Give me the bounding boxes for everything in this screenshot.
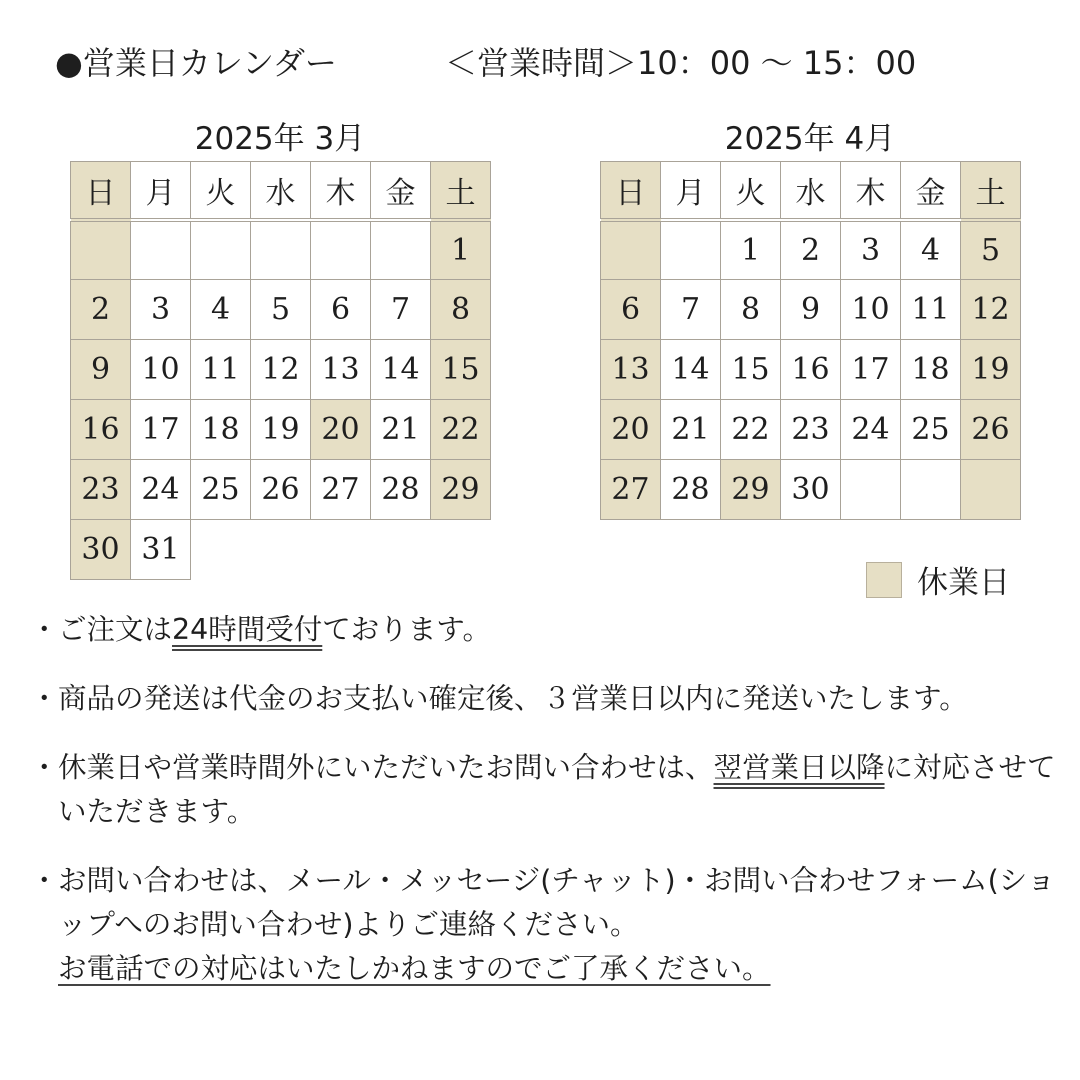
day-cell: 5 xyxy=(961,220,1021,280)
day-cell xyxy=(961,460,1021,520)
day-cell: 21 xyxy=(661,400,721,460)
day-cell xyxy=(311,520,371,580)
day-cell: 21 xyxy=(371,400,431,460)
weekday-header: 水 xyxy=(781,162,841,220)
weekday-header: 金 xyxy=(371,162,431,220)
weekday-header: 水 xyxy=(251,162,311,220)
legend-label: 休業日 xyxy=(917,565,1010,601)
day-cell: 30 xyxy=(781,460,841,520)
note-text: お問い合わせは、メール・メッセージ(チャット)・お問い合わせフォーム(ショップへのお問い合わせ)よりご連絡ください。 xyxy=(58,864,1056,941)
weekday-header: 木 xyxy=(311,162,371,220)
day-cell: 1 xyxy=(431,220,491,280)
day-cell: 31 xyxy=(131,520,191,580)
day-cell xyxy=(431,520,491,580)
weekday-header: 金 xyxy=(901,162,961,220)
day-cell xyxy=(71,220,131,280)
bullet: ・ xyxy=(30,613,59,646)
note-text: に対応させていただきます。 xyxy=(58,751,1056,828)
day-cell: 26 xyxy=(961,400,1021,460)
note-emphasis: 翌営業日以降 xyxy=(713,751,885,784)
weekday-header: 月 xyxy=(131,162,191,220)
note-item xyxy=(30,608,1060,652)
legend xyxy=(866,557,1010,602)
day-cell xyxy=(371,520,431,580)
day-cell xyxy=(191,220,251,280)
day-cell xyxy=(311,220,371,280)
note-emphasis: 24時間受付 xyxy=(172,613,323,646)
day-cell xyxy=(251,220,311,280)
note-text: 商品の発送は代金のお支払い確定後、３営業日以内に発送いたします。 xyxy=(58,682,968,715)
day-cell: 12 xyxy=(251,340,311,400)
day-cell: 20 xyxy=(601,400,661,460)
day-cell: 10 xyxy=(841,280,901,340)
day-cell: 2 xyxy=(781,220,841,280)
calendar-april xyxy=(600,118,1020,520)
day-cell: 11 xyxy=(901,280,961,340)
notes xyxy=(30,608,1060,991)
note-emphasis: お電話での対応はいたしかねますのでご了承ください。 xyxy=(58,952,771,985)
day-cell: 30 xyxy=(71,520,131,580)
day-cell: 28 xyxy=(371,460,431,520)
day-cell: 6 xyxy=(311,280,371,340)
calendar-grid xyxy=(70,161,491,580)
day-cell xyxy=(191,520,251,580)
day-cell xyxy=(901,460,961,520)
day-cell: 13 xyxy=(311,340,371,400)
weekday-header: 火 xyxy=(191,162,251,220)
day-cell: 23 xyxy=(781,400,841,460)
day-cell: 14 xyxy=(371,340,431,400)
day-cell: 11 xyxy=(191,340,251,400)
day-cell: 6 xyxy=(601,280,661,340)
day-cell: 18 xyxy=(191,400,251,460)
calendar-title: 2025年 3月 xyxy=(194,121,366,157)
day-cell: 25 xyxy=(901,400,961,460)
day-cell: 19 xyxy=(251,400,311,460)
day-cell: 19 xyxy=(961,340,1021,400)
day-cell: 4 xyxy=(901,220,961,280)
day-cell xyxy=(841,460,901,520)
day-cell xyxy=(131,220,191,280)
day-cell: 18 xyxy=(901,340,961,400)
day-cell: 13 xyxy=(601,340,661,400)
calendar-title: 2025年 4月 xyxy=(724,121,896,157)
day-cell: 3 xyxy=(131,280,191,340)
day-cell xyxy=(371,220,431,280)
day-cell: 23 xyxy=(71,460,131,520)
note-item xyxy=(30,677,1060,721)
day-cell: 3 xyxy=(841,220,901,280)
note-text: 休業日や営業時間外にいただいたお問い合わせは、 xyxy=(58,751,714,784)
day-cell: 14 xyxy=(661,340,721,400)
weekday-header: 日 xyxy=(71,162,131,220)
note-text: ております。 xyxy=(322,613,492,646)
day-cell: 9 xyxy=(781,280,841,340)
day-cell: 8 xyxy=(721,280,781,340)
day-cell: 16 xyxy=(781,340,841,400)
day-cell: 29 xyxy=(431,460,491,520)
day-cell: 7 xyxy=(371,280,431,340)
day-cell: 17 xyxy=(841,340,901,400)
day-cell: 15 xyxy=(431,340,491,400)
day-cell: 17 xyxy=(131,400,191,460)
day-cell: 27 xyxy=(601,460,661,520)
note-text: ご注文は xyxy=(58,613,173,646)
day-cell xyxy=(251,520,311,580)
day-cell: 5 xyxy=(251,280,311,340)
calendar-heading: ●営業日カレンダー xyxy=(55,44,337,82)
weekday-header: 月 xyxy=(661,162,721,220)
day-cell: 22 xyxy=(721,400,781,460)
day-cell: 20 xyxy=(311,400,371,460)
day-cell: 10 xyxy=(131,340,191,400)
note-item xyxy=(30,859,1060,991)
weekday-header: 火 xyxy=(721,162,781,220)
weekday-header: 土 xyxy=(431,162,491,220)
bullet: ・ xyxy=(30,864,59,897)
bullet: ・ xyxy=(30,751,59,784)
day-cell: 2 xyxy=(71,280,131,340)
day-cell: 22 xyxy=(431,400,491,460)
day-cell: 12 xyxy=(961,280,1021,340)
day-cell: 9 xyxy=(71,340,131,400)
calendar-grid xyxy=(600,161,1021,520)
day-cell: 24 xyxy=(841,400,901,460)
day-cell: 15 xyxy=(721,340,781,400)
bullet: ・ xyxy=(30,682,59,715)
day-cell xyxy=(661,220,721,280)
day-cell: 25 xyxy=(191,460,251,520)
day-cell: 24 xyxy=(131,460,191,520)
weekday-header: 土 xyxy=(961,162,1021,220)
day-cell: 7 xyxy=(661,280,721,340)
day-cell: 27 xyxy=(311,460,371,520)
calendar-march xyxy=(70,118,490,580)
day-cell: 26 xyxy=(251,460,311,520)
weekday-header: 木 xyxy=(841,162,901,220)
holiday-swatch xyxy=(866,562,902,598)
day-cell: 8 xyxy=(431,280,491,340)
weekday-header: 日 xyxy=(601,162,661,220)
business-hours: ＜営業時間＞10：00 ～ 15：00 xyxy=(445,44,917,82)
day-cell xyxy=(601,220,661,280)
day-cell: 1 xyxy=(721,220,781,280)
day-cell: 29 xyxy=(721,460,781,520)
day-cell: 4 xyxy=(191,280,251,340)
day-cell: 28 xyxy=(661,460,721,520)
note-item xyxy=(30,746,1060,834)
day-cell: 16 xyxy=(71,400,131,460)
